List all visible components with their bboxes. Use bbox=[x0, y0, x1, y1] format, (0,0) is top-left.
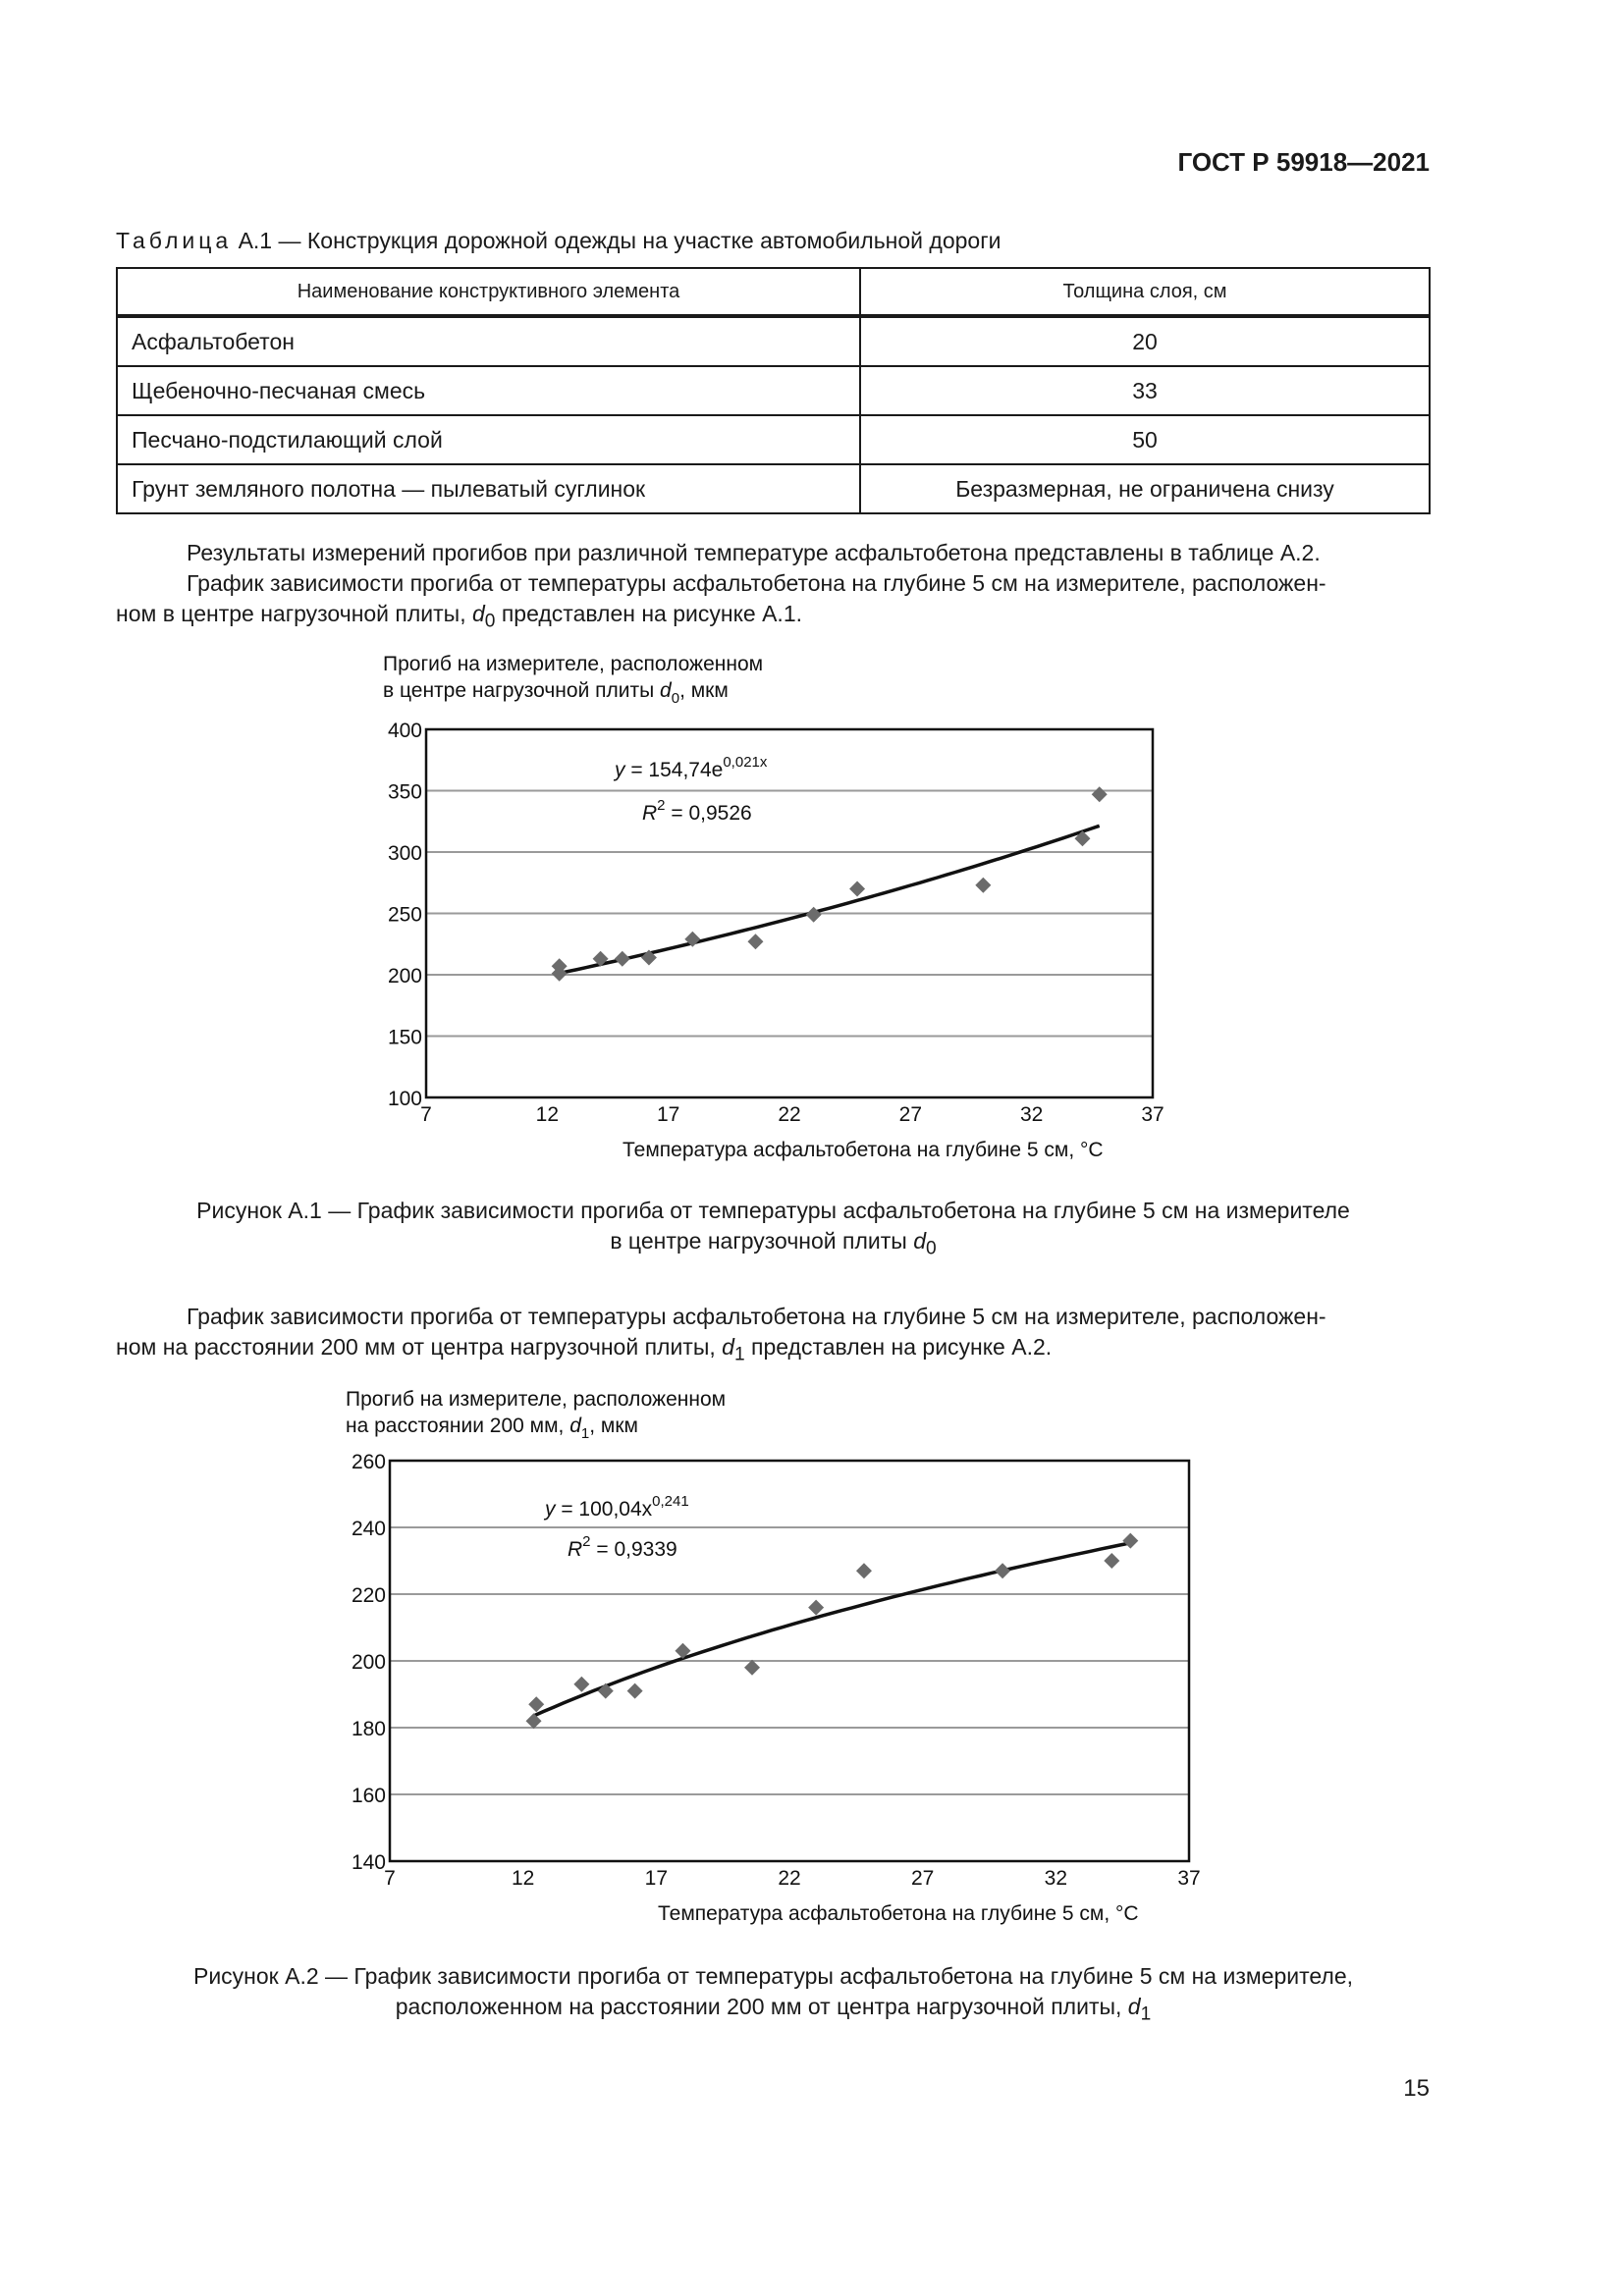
y-axis-label-line1: Прогиб на измерителе, расположенном bbox=[346, 1388, 727, 1411]
cell-thickness: 20 bbox=[860, 316, 1430, 366]
x-tick-label: 17 bbox=[644, 1867, 669, 1890]
y-tick-label: 180 bbox=[351, 1718, 386, 1740]
y-tick-label: 140 bbox=[351, 1851, 386, 1874]
variable-d: d bbox=[722, 1334, 734, 1360]
caption-text: расположенном на расстоянии 200 мм от центра нагрузочной плиты, bbox=[395, 1994, 1128, 2019]
x-tick-label: 12 bbox=[511, 1867, 535, 1890]
chart-deflection-d0 bbox=[0, 648, 1624, 1178]
cell-element-name: Щебеночно-песчаная смесь bbox=[117, 366, 860, 415]
variable-d: d bbox=[1127, 1994, 1141, 2019]
table-row bbox=[117, 366, 1430, 415]
table-caption-prefix: Таблица bbox=[116, 228, 233, 253]
data-point bbox=[627, 1683, 643, 1699]
data-point bbox=[744, 1660, 760, 1676]
y-tick-label: 200 bbox=[351, 1651, 386, 1674]
y-axis-label-line2: в центре нагрузочной плиты $d_0$, мкм bbox=[383, 679, 729, 707]
x-tick-label: 27 bbox=[910, 1867, 935, 1890]
y-tick-label: 220 bbox=[351, 1584, 386, 1607]
caption-line: Рисунок А.1 — График зависимости прогиба от температуры асфальтобетона на глубине 5 см на измерителе bbox=[196, 1198, 1350, 1223]
chart-deflection-d1 bbox=[0, 1379, 1624, 1929]
y-tick-label: 260 bbox=[351, 1451, 386, 1473]
table-caption-text: А.1 — Конструкция дорожной одежды на участке автомобильной дороги bbox=[232, 228, 1001, 253]
data-point bbox=[975, 878, 991, 893]
data-point bbox=[573, 1677, 589, 1692]
y-tick-label: 160 bbox=[351, 1785, 386, 1807]
paragraph-text: ном на расстоянии 200 мм от центра нагрузочной плиты, bbox=[116, 1334, 723, 1360]
trend-equation: $y = 154,74e^{0,021x}$ bbox=[615, 754, 768, 781]
data-point bbox=[849, 881, 865, 897]
y-axis-label-line2: на расстоянии 200 мм, $d_1$, мкм bbox=[346, 1415, 638, 1442]
caption-text: в центре нагрузочной плиты bbox=[610, 1228, 914, 1254]
paragraph-figure-2-intro bbox=[116, 1302, 1431, 1370]
paragraph-line: График зависимости прогиба от температуры асфальтобетона на глубине 5 см на измерителе, расположен- bbox=[187, 1304, 1326, 1329]
table-row bbox=[117, 464, 1430, 513]
r-squared-label: $R^2 = 0,9526$ bbox=[642, 797, 752, 825]
data-point bbox=[1104, 1553, 1119, 1569]
figure-2-caption bbox=[116, 1961, 1431, 2030]
x-tick-label: 22 bbox=[778, 1103, 801, 1126]
caption-line bbox=[116, 1992, 1431, 2030]
variable-subscript: 0 bbox=[484, 611, 496, 632]
y-tick-label: 350 bbox=[387, 780, 422, 804]
variable-d: d bbox=[472, 601, 485, 626]
table-header-row bbox=[117, 268, 1430, 316]
paragraph-line bbox=[116, 1332, 1431, 1370]
variable-subscript: 1 bbox=[1140, 2003, 1152, 2025]
table-caption bbox=[116, 228, 1001, 254]
page-number: 15 bbox=[1403, 2075, 1430, 2102]
data-point bbox=[615, 951, 630, 967]
paragraph-text: представлен на рисунке А.2. bbox=[744, 1334, 1053, 1360]
x-tick-label: 7 bbox=[420, 1103, 432, 1126]
paragraph-line bbox=[116, 599, 1431, 637]
figure-1-caption bbox=[116, 1196, 1431, 1264]
x-tick-label: 22 bbox=[778, 1867, 801, 1890]
y-tick-label: 150 bbox=[387, 1026, 422, 1049]
document-id: ГОСТ Р 59918—2021 bbox=[1177, 147, 1430, 177]
paragraph-text: представлен на рисунке А.1. bbox=[495, 601, 802, 626]
cell-element-name: Асфальтобетон bbox=[117, 316, 860, 366]
x-tick-label: 32 bbox=[1019, 1103, 1044, 1126]
y-tick-label: 240 bbox=[351, 1518, 386, 1540]
data-point bbox=[747, 934, 763, 949]
cell-thickness: Безразмерная, не ограничена снизу bbox=[860, 464, 1430, 513]
cell-element-name: Песчано-подстилающий слой bbox=[117, 415, 860, 464]
column-header-element: Наименование конструктивного элемента bbox=[117, 268, 860, 316]
trend-line bbox=[560, 826, 1100, 973]
column-header-thickness: Толщина слоя, см bbox=[860, 268, 1430, 316]
y-tick-label: 200 bbox=[387, 965, 422, 988]
paragraph-line: График зависимости прогиба от температуры асфальтобетона на глубине 5 см на измерителе, расположен- bbox=[187, 570, 1326, 596]
paragraph-results bbox=[116, 538, 1431, 637]
data-point bbox=[808, 1600, 824, 1616]
data-point bbox=[1122, 1533, 1138, 1549]
table-row bbox=[117, 415, 1430, 464]
x-tick-label: 32 bbox=[1044, 1867, 1068, 1890]
x-tick-label: 12 bbox=[535, 1103, 560, 1126]
x-tick-label: 27 bbox=[898, 1103, 923, 1126]
data-point bbox=[1092, 786, 1108, 802]
caption-line: Рисунок А.2 — График зависимости прогиба от температуры асфальтобетона на глубине 5 см на измерителе, bbox=[192, 1963, 1354, 1989]
cell-element-name: Грунт земляного полотна — пылеватый суглинок bbox=[117, 464, 860, 513]
y-tick-label: 250 bbox=[387, 903, 422, 927]
x-tick-label: 37 bbox=[1141, 1103, 1164, 1126]
y-tick-label: 100 bbox=[387, 1088, 422, 1110]
construction-table bbox=[116, 267, 1431, 514]
data-point bbox=[856, 1563, 872, 1578]
x-tick-label: 7 bbox=[384, 1867, 396, 1890]
y-axis-label-line1: Прогиб на измерителе, расположенном bbox=[383, 653, 764, 675]
variable-subscript: 1 bbox=[733, 1344, 745, 1365]
variable-subscript: 0 bbox=[926, 1238, 937, 1259]
cell-thickness: 33 bbox=[860, 366, 1430, 415]
paragraph-text: ном в центре нагрузочной плиты, bbox=[116, 601, 472, 626]
x-tick-label: 17 bbox=[656, 1103, 680, 1126]
paragraph-line: Результаты измерений прогибов при различной температуре асфальтобетона представлены в таблице А.2. bbox=[187, 540, 1321, 565]
x-axis-label: Температура асфальтобетона на глубине 5 см, °С bbox=[658, 1902, 1139, 1925]
x-tick-label: 37 bbox=[1177, 1867, 1201, 1890]
y-tick-label: 400 bbox=[387, 720, 422, 742]
caption-line bbox=[116, 1226, 1431, 1264]
cell-thickness: 50 bbox=[860, 415, 1430, 464]
trend-line bbox=[534, 1543, 1131, 1716]
x-axis-label: Температура асфальтобетона на глубине 5 см, °С bbox=[623, 1139, 1104, 1161]
table-row bbox=[117, 316, 1430, 366]
r-squared-label: $R^2 = 0,9339$ bbox=[568, 1533, 677, 1561]
data-point bbox=[526, 1713, 542, 1729]
data-point bbox=[995, 1563, 1010, 1578]
variable-d: d bbox=[913, 1228, 927, 1254]
data-point bbox=[528, 1696, 544, 1712]
y-tick-label: 300 bbox=[387, 842, 422, 865]
trend-equation: $y = 100,04x^{0,241}$ bbox=[545, 1493, 689, 1521]
